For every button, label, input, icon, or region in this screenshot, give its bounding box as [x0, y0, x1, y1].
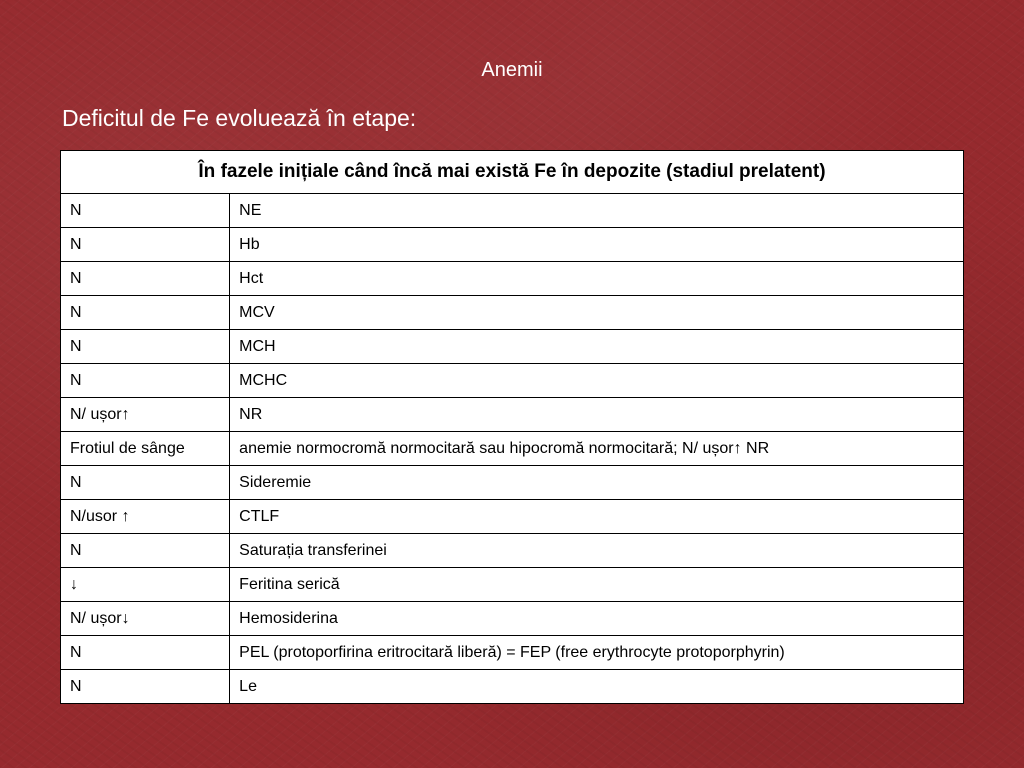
iron-deficiency-table — [60, 150, 964, 704]
parameter-cell: Sideremie — [230, 466, 964, 500]
status-cell: N — [61, 670, 230, 704]
table-row — [61, 364, 964, 398]
status-cell: N — [61, 194, 230, 228]
parameter-cell: PEL (protoporfirina eritrocitară liberă) = FEP (free erythrocyte protoporphyrin) — [230, 636, 964, 670]
status-cell: N — [61, 534, 230, 568]
table-row — [61, 398, 964, 432]
table-row — [61, 296, 964, 330]
parameter-cell: Hct — [230, 262, 964, 296]
table-row — [61, 432, 964, 466]
status-cell: N — [61, 466, 230, 500]
table-row — [61, 636, 964, 670]
parameter-cell: MCHC — [230, 364, 964, 398]
table-row — [61, 568, 964, 602]
parameter-cell: CTLF — [230, 500, 964, 534]
status-cell: N — [61, 228, 230, 262]
table-row — [61, 330, 964, 364]
parameter-cell: Saturația transferinei — [230, 534, 964, 568]
status-cell: N — [61, 364, 230, 398]
table-row — [61, 466, 964, 500]
parameter-cell: Hemosiderina — [230, 602, 964, 636]
status-cell: N — [61, 330, 230, 364]
parameter-cell: Le — [230, 670, 964, 704]
status-cell: N — [61, 262, 230, 296]
table-row — [61, 500, 964, 534]
table-row — [61, 602, 964, 636]
slide-title: Anemii — [481, 59, 543, 81]
parameter-cell: NE — [230, 194, 964, 228]
status-cell: N — [61, 636, 230, 670]
table-row — [61, 194, 964, 228]
slide-subtitle: Deficitul de Fe evoluează în etape: — [62, 105, 417, 131]
parameter-cell: MCV — [230, 296, 964, 330]
table-row — [61, 228, 964, 262]
status-cell: N — [61, 296, 230, 330]
status-cell: N/ ușor↓ — [61, 602, 230, 636]
status-cell: N/usor ↑ — [61, 500, 230, 534]
parameter-cell: NR — [230, 398, 964, 432]
table-header: În fazele inițiale când încă mai există Fe în depozite (stadiul prelatent) — [61, 151, 964, 194]
parameter-cell: Feritina serică — [230, 568, 964, 602]
status-cell: Frotiul de sânge — [61, 432, 230, 466]
status-cell: ↓ — [61, 568, 230, 602]
table-header-row — [61, 151, 964, 194]
parameter-cell: anemie normocromă normocitară sau hipocromă normocitară; N/ ușor↑ NR — [230, 432, 964, 466]
parameter-cell: MCH — [230, 330, 964, 364]
parameter-cell: Hb — [230, 228, 964, 262]
status-cell: N/ ușor↑ — [61, 398, 230, 432]
table-row — [61, 534, 964, 568]
table-row — [61, 670, 964, 704]
table-row — [61, 262, 964, 296]
